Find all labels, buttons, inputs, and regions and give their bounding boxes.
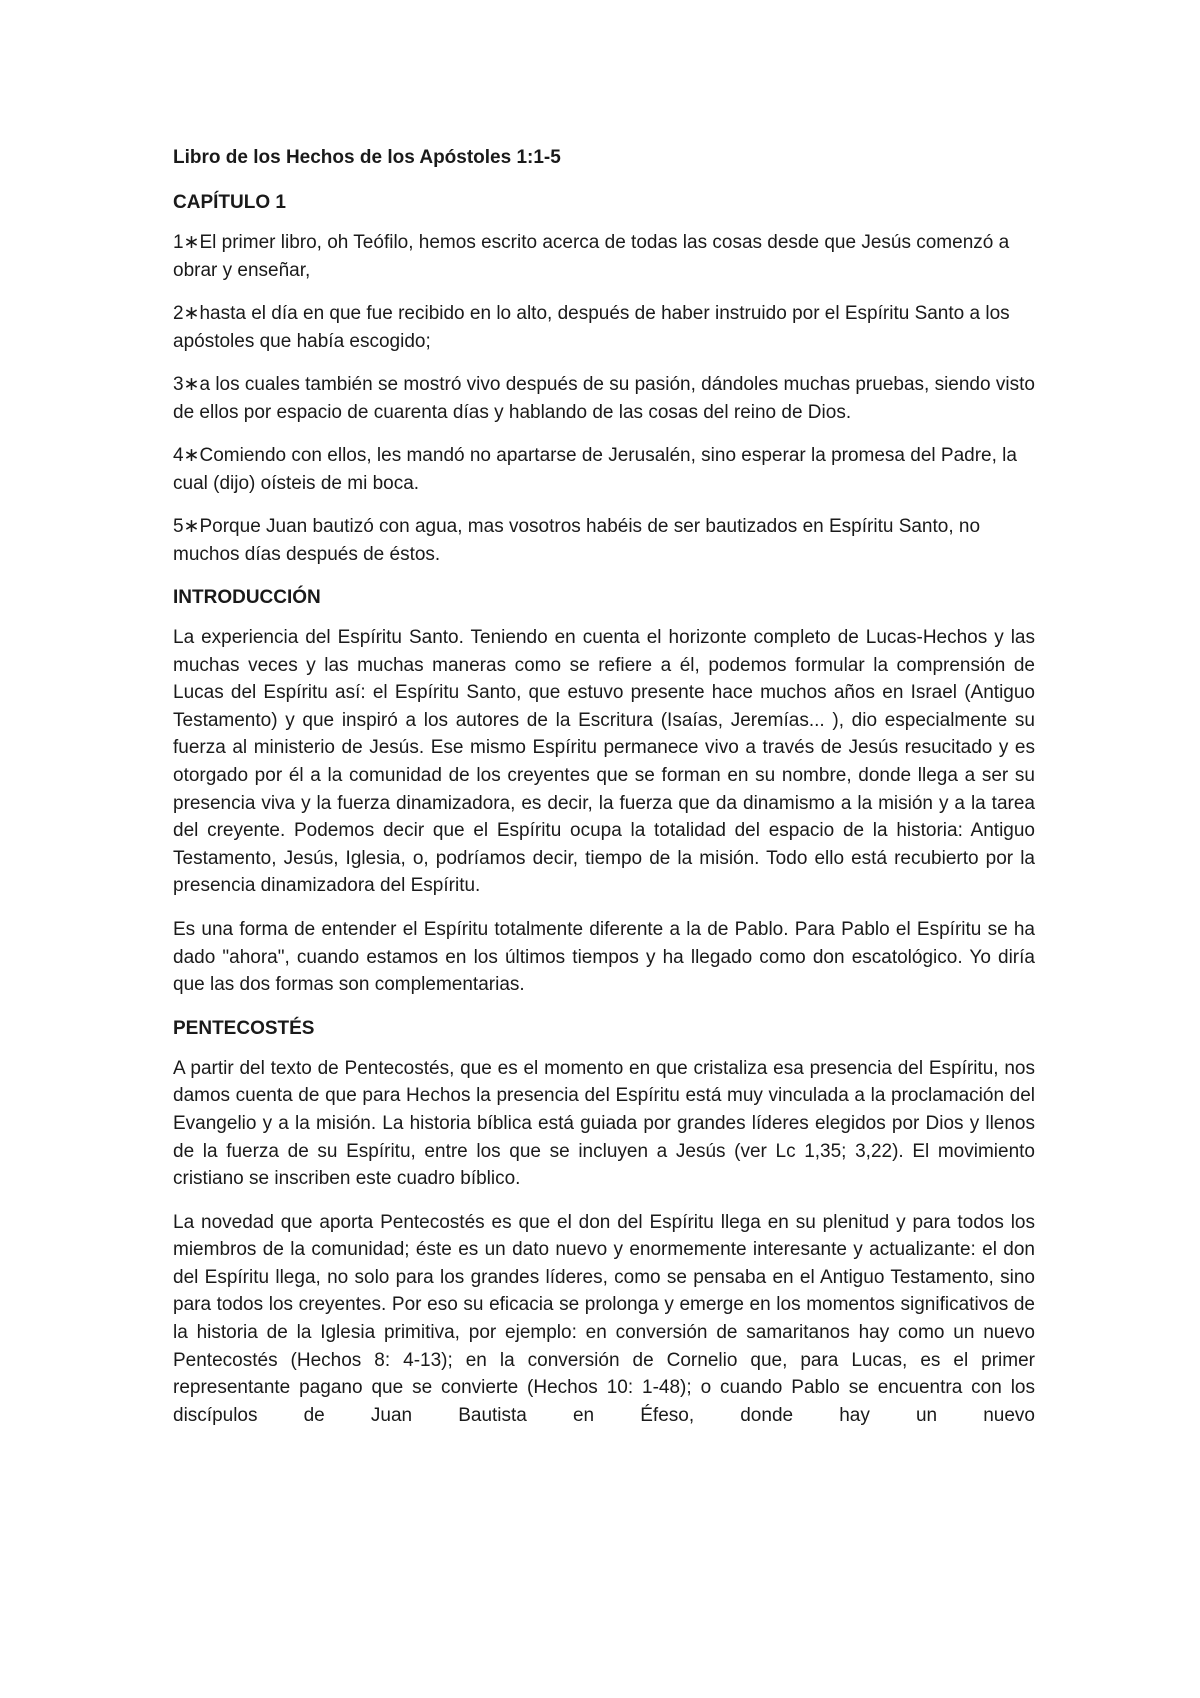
chapter-heading: CAPÍTULO 1: [173, 192, 286, 213]
pentecostes-paragraph: A partir del texto de Pentecostés, que es el momento en que cristaliza esa presencia del Espíritu, nos damos cuenta de que para Hechos la presencia del Espíritu está muy vinculada a la proclamación del Evangelio y a la misión. La historia bíblica está guiada por grandes líderes elegidos por Dios y llenos de la fuerza de su Espíritu, entre los que se incluyen a Jesús (ver Lc 1,35; 3,22). El movimiento cristiano se inscriben este cuadro bíblico.: [173, 1057, 1035, 1190]
pentecostes-heading: PENTECOSTÉS: [173, 1017, 315, 1039]
verse-4: 4∗Comiendo con ellos, les mandó no apartarse de Jerusalén, sino esperar la promesa del Padre, la cual (dijo) oísteis de mi boca.: [173, 445, 1017, 494]
verse-2: 2∗hasta el día en que fue recibido en lo alto, después de haber instruido por el Espíritu Santo a los apóstoles que había escogido;: [173, 303, 1010, 352]
verse-5: 5∗Porque Juan bautizó con agua, mas vosotros habéis de ser bautizados en Espíritu Santo, no muchos días después de éstos.: [173, 516, 981, 565]
document-page: [173, 144, 1035, 1445]
introduccion-heading: INTRODUCCIÓN: [173, 587, 321, 608]
document-title: Libro de los Hechos de los Apóstoles 1:1-5: [173, 147, 561, 168]
introduccion-paragraph: Es una forma de entender el Espíritu totalmente diferente a la de Pablo. Para Pablo el Espíritu se ha dado "ahora", cuando estamos en los últimos tiempos y ha llegado como don escatológico. Yo diría que las dos formas son complementarias.: [173, 918, 1035, 996]
pentecostes-paragraph: La novedad que aporta Pentecostés es que el don del Espíritu llega en su plenitud y para todos los miembros de la comunidad; éste es un dato nuevo y enormemente interesante y actualizante: el don del Espíritu llega, no solo para los grandes líderes, como se pensaba en el Antiguo Testamento, sino para todos los creyentes. Por eso su eficacia se prolonga y emerge en los momentos significativos de la historia de la Iglesia primitiva, por ejemplo: en conversión de samaritanos hay como un nuevo Pentecostés (Hechos 8: 4-13); en la conversión de Cornelio que, para Lucas, es el primer representante pagano que se convierte (Hechos 10: 1-48); o cuando Pablo se encuentra con los discípulos de Juan Bautista en Éfeso, donde hay un nuevo: [173, 1211, 1035, 1426]
introduccion-paragraph: La experiencia del Espíritu Santo. Teniendo en cuenta el horizonte completo de Lucas-Hechos y las muchas veces y las muchas maneras como se refiere a él, podemos formular la comprensión de Lucas del Espíritu así: el Espíritu Santo, que estuvo presente hace muchos años en Israel (Antiguo Testamento) y que inspiró a los autores de la Escritura (Isaías, Jeremías... ), dio especialmente su fuerza al ministerio de Jesús. Ese mismo Espíritu permanece vivo a través de Jesús resucitado y es otorgado por él a la comunidad de los creyentes que se forman en su nombre, donde llega a ser su presencia viva y la fuerza dinamizadora, es decir, la fuerza que da dinamismo a la misión y a la tarea del creyente. Podemos decir que el Espíritu ocupa la totalidad del espacio de la historia: Antiguo Testamento, Jesús, Iglesia, o, podríamos decir, tiempo de la misión. Todo ello está recubierto por la presencia dinamizadora del Espíritu.: [173, 627, 1035, 897]
verse-1: 1∗El primer libro, oh Teófilo, hemos escrito acerca de todas las cosas desde que Jesús comenzó a obrar y enseñar,: [173, 232, 1010, 281]
verse-3: 3∗a los cuales también se mostró vivo después de su pasión, dándoles muchas pruebas, siendo visto de ellos por espacio de cuarenta días y hablando de las cosas del reino de Dios.: [173, 374, 1035, 423]
